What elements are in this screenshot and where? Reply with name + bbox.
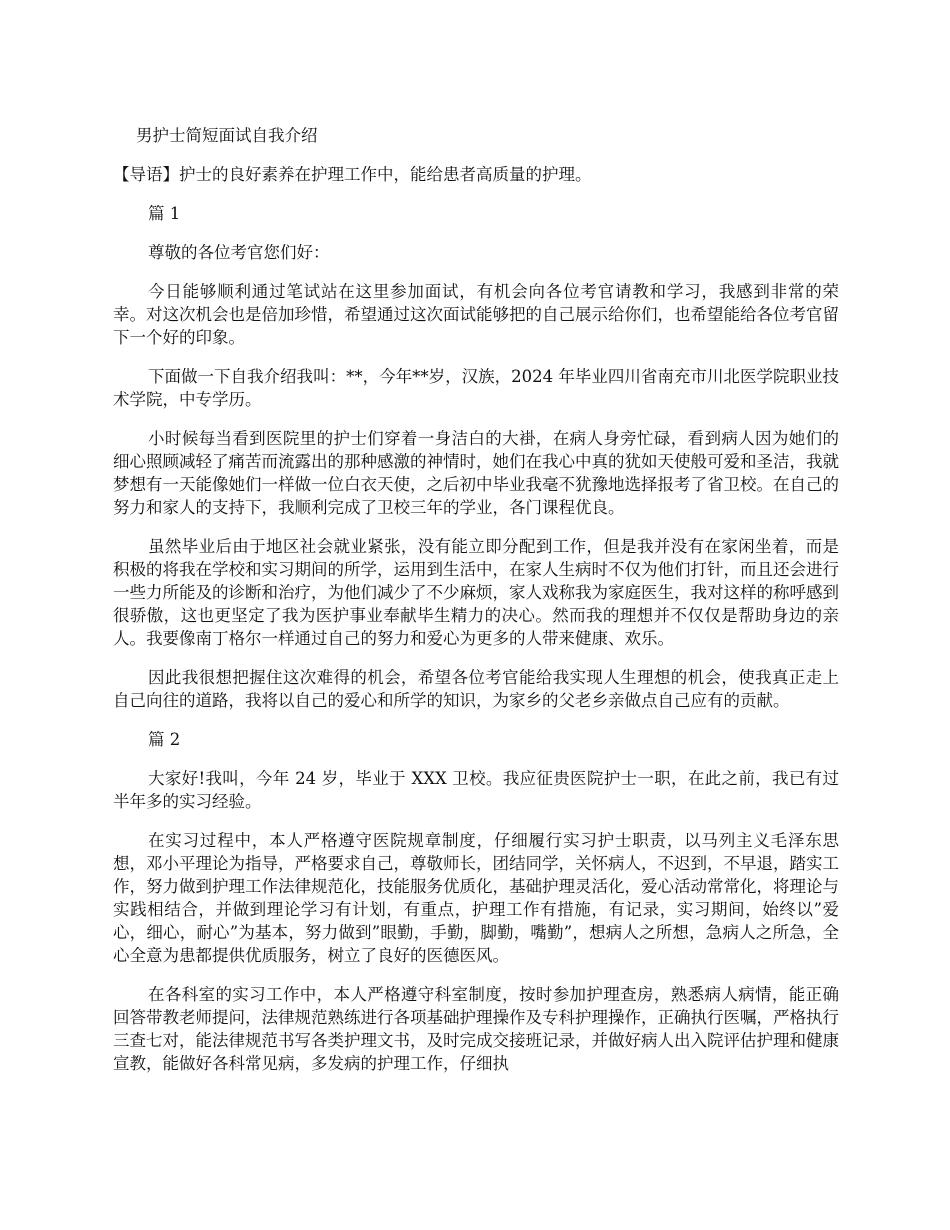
body-paragraph: 因此我很想把握住这次难得的机会，希望各位考官能给我实现人生理想的机会，使我真正走上自己向往的道路，我将以自己的爱心和所学的知识，为家乡的父老乡亲做点自己应有的贡献。 [113,668,839,710]
body-paragraph: 小时候每当看到医院里的护士们穿着一身洁白的大褂，在病人身旁忙碌，看到病人因为她们的细心照顾减轻了痛苦而流露出的那种感激的神情时，她们在我心中真的犹如天使般可爱和圣洁，我就梦想有一天能像她们一样做一位白衣天使，之后初中毕业我毫不犹豫地选择报考了省卫校。在自己的努力和家人的支持下，我顺利完成了卫校三年的学业，各门课程优良。 [113,429,839,517]
body-paragraph: 虽然毕业后由于地区社会就业紧张，没有能立即分配到工作，但是我并没有在家闲坐着，而是积极的将我在学校和实习期间的所学，运用到生活中，在家人生病时不仅为他们打针，而且还会进行一些力所能及的诊断和治疗，为他们减少了不少麻烦，家人戏称我为家庭医生，我对这样的称呼感到很骄傲，这也更坚定了我为医护事业奉献毕生精力的决心。然而我的理想并不仅仅是帮助身边的亲人。我要像南丁格尔一样通过自己的努力和爱心为更多的人带来健康、欢乐。 [113,537,839,648]
body-paragraph: 在实习过程中，本人严格遵守医院规章制度，仔细履行实习护士职责，以马列主义毛泽东思想，邓小平理论为指导，严格要求自己，尊敬师长，团结同学，关怀病人，不迟到，不早退，踏实工作，努力做到护理工作法律规范化，技能服务优质化，基础护理灵活化，爱心活动常常化，将理论与实践相结合，并做到理论学习有计划，有重点，护理工作有措施，有记录，实习期间，始终以”爱心，细心，耐心”为基本，努力做到”眼勤，手勤，脚勤，嘴勤”，想病人之所想，急病人之所急，全心全意为患都提供优质服务，树立了良好的医德医风。 [113,831,839,965]
document-page [113,124,839,1091]
body-paragraph: 下面做一下自我介绍我叫：**，今年**岁，汉族，2024 年毕业四川省南充市川北医学院职业技术学院，中专学历。 [113,367,839,409]
document-title: 男护士简短面试自我介绍 [136,126,318,145]
body-paragraph: 今日能够顺利通过笔试站在这里参加面试，有机会向各位考官请教和学习，我感到非常的荣幸。对这次机会也是倍加珍惜，希望通过这次面试能够把的自己展示给你们，也希望能给各位考官留下一个好的印象。 [113,282,839,347]
greeting-paragraph: 尊敬的各位考官您们好： [148,243,330,262]
section-heading-2: 篇 2 [148,730,181,749]
body-paragraph: 大家好!我叫，今年 24 岁，毕业于 XXX 卫校。我应征贵医院护士一职，在此之前，我已有过半年多的实习经验。 [113,769,839,811]
lead-paragraph: 【导语】护士的良好素养在护理工作中，能给患者高质量的护理。 [113,165,592,184]
section-heading-1: 篇 1 [148,204,181,223]
body-paragraph: 在各科室的实习工作中，本人严格遵守科室制度，按时参加护理查房，熟悉病人病情，能正确回答带教老师提问，法律规范熟练进行各项基础护理操作及专科护理操作，正确执行医嘱，严格执行三查七对，能法律规范书写各类护理文书，及时完成交接班记录，并做好病人出入院评估护理和健康宣教，能做好各科常见病，多发病的护理工作，仔细执 [113,985,839,1073]
